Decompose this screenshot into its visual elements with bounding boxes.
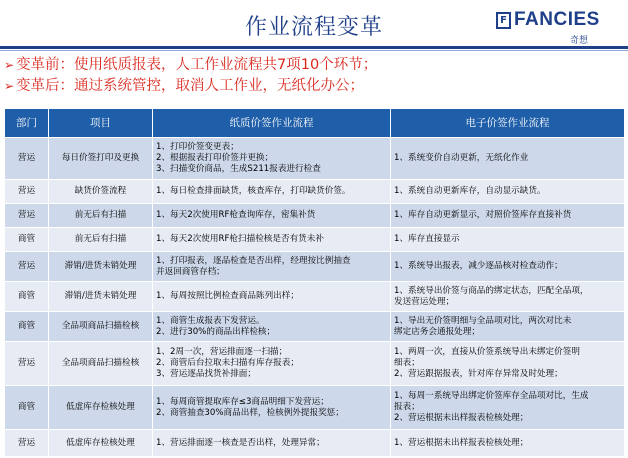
intro-before xyxy=(4,53,377,74)
process-line: 2、商管后台拉取未扫描有库存报表； xyxy=(156,358,299,368)
process-line: 发送营运处理； xyxy=(394,296,455,307)
table-row xyxy=(5,180,625,204)
process-line: 2、营运根据未出样报表检核处理； xyxy=(394,413,529,423)
item-cell: 滞销/进货未销处理 xyxy=(49,252,153,282)
paper-process-cell xyxy=(153,312,391,342)
electronic-process-cell xyxy=(391,312,625,342)
item-cell: 低虚库存检核处理 xyxy=(49,430,153,457)
process-line: 1、每周按照比例检查商品陈列出样； xyxy=(156,291,299,301)
process-line: 1、营运根据未出样报表检核处理； xyxy=(394,437,529,448)
dept-cell: 商管 xyxy=(5,282,49,312)
arrow-bullet-icon: ➢ xyxy=(4,79,15,93)
table-row xyxy=(5,204,625,228)
header-electronic-process: 电子价签作业流程 xyxy=(391,109,625,138)
process-line: 2、进行30%的商品出样检核； xyxy=(156,326,276,337)
workflow-table xyxy=(4,108,625,457)
dept-cell: 营运 xyxy=(5,180,49,204)
item-cell: 滞销/进货未销处理 xyxy=(49,282,153,312)
paper-process-cell xyxy=(153,228,391,252)
process-line: 1、每周商管提取库存≤3商品明细下发营运； xyxy=(156,396,329,407)
process-line: 1、系统导出价签与商品的绑定状态，匹配全品项， xyxy=(394,285,589,296)
process-line: 细表； xyxy=(394,358,420,368)
paper-process-cell xyxy=(153,282,391,312)
table-row xyxy=(5,312,625,342)
item-cell: 前无后有扫描 xyxy=(49,204,153,228)
logo-badge-icon: F xyxy=(496,12,511,29)
electronic-process-cell xyxy=(391,138,625,180)
item-cell: 全品项商品扫描检核 xyxy=(49,312,153,342)
process-line: 并返回商管存档； xyxy=(156,266,225,277)
process-line: 3、扫描变价商品，生成S211报表进行检查 xyxy=(156,164,321,174)
process-line: 绑定店务会通报处理； xyxy=(394,326,480,337)
process-line: 1、导出无价签明细与全品项对比，两次对比未 xyxy=(394,315,572,326)
process-line: 1、营运排面逐一核查是否出样，处理异常； xyxy=(156,437,325,448)
table-row xyxy=(5,342,625,386)
electronic-process-cell xyxy=(391,430,625,457)
dept-cell: 商管 xyxy=(5,312,49,342)
dept-cell: 营运 xyxy=(5,204,49,228)
header-item: 项目 xyxy=(49,109,153,138)
arrow-bullet-icon: ➢ xyxy=(4,58,15,72)
dept-cell: 营运 xyxy=(5,430,49,457)
process-line: 1、系统变价自动更新，无纸化作业 xyxy=(394,153,529,163)
electronic-process-cell xyxy=(391,204,625,228)
paper-process-cell xyxy=(153,204,391,228)
process-line: 1、库存自动更新显示，对照价签库存直接补货 xyxy=(394,210,572,220)
item-cell: 全品项商品扫描检核 xyxy=(49,342,153,386)
table-row xyxy=(5,138,625,180)
process-line: 1、2周一次，营运排面逐一扫描； xyxy=(156,347,288,357)
logo-text: FANCIES xyxy=(514,9,600,30)
item-cell: 低虚库存检核处理 xyxy=(49,386,153,430)
dept-cell: 营运 xyxy=(5,342,49,386)
process-line: 1、每天2次使用RF枪查询库存，密集补货 xyxy=(156,210,316,220)
paper-process-cell xyxy=(153,430,391,457)
electronic-process-cell xyxy=(391,180,625,204)
paper-process-cell xyxy=(153,342,391,386)
process-line: 1、每周一系统导出绑定价签库存全品项对比，生成 xyxy=(394,391,589,401)
process-line: 1、库存直接显示 xyxy=(394,234,460,244)
paper-process-cell xyxy=(153,180,391,204)
item-cell: 缺货价签流程 xyxy=(49,180,153,204)
process-line: 1、每天2次使用RF枪扫描检核是否有货未补 xyxy=(156,234,324,244)
dept-cell: 商管 xyxy=(5,228,49,252)
company-logo xyxy=(496,9,614,47)
table-header-row xyxy=(5,109,625,138)
paper-process-cell xyxy=(153,386,391,430)
logo-subtext: 奇想 xyxy=(570,36,589,46)
page-title: 作业流程变革 xyxy=(244,15,383,40)
table-row xyxy=(5,228,625,252)
dept-cell: 商管 xyxy=(5,386,49,430)
process-line: 1、打印价签变更表； xyxy=(156,142,239,152)
process-line: 1、每日检查排面缺货，核查库存，打印缺货价签。 xyxy=(156,186,351,196)
header-dept: 部门 xyxy=(5,109,49,138)
item-cell: 前无后有扫描 xyxy=(49,228,153,252)
table-row xyxy=(5,282,625,312)
header-divider-thin xyxy=(0,50,628,51)
electronic-process-cell xyxy=(391,342,625,386)
intro-after-text: 变革后：通过系统管控，取消人工作业，无纸化办公； xyxy=(16,78,365,94)
process-line: 1、系统自动更新库存，自动显示缺货。 xyxy=(394,186,546,196)
electronic-process-cell xyxy=(391,228,625,252)
process-line: 1、系统导出报表，减少逐品核对检查动作； xyxy=(394,261,563,271)
electronic-process-cell xyxy=(391,282,625,312)
paper-process-cell xyxy=(153,138,391,180)
process-line: 1、商管生成报表下发营运。 xyxy=(156,315,265,326)
process-line: 2、营运跟据报表，针对库存异常及时处理； xyxy=(394,369,563,379)
table-row xyxy=(5,430,625,457)
intro-after xyxy=(4,74,364,95)
process-line: 1、打印报表，逐品检查是否出样，经理按比例抽查 xyxy=(156,255,351,266)
item-cell: 每日价签打印及更换 xyxy=(49,138,153,180)
process-line: 3、营运逐品找货补排面； xyxy=(156,369,256,379)
process-line: 2、根据报表打印价签并更换； xyxy=(156,153,274,163)
process-line: 报表； xyxy=(394,402,420,412)
dept-cell: 营运 xyxy=(5,138,49,180)
process-line: 2、商管抽查30%商品出样，检核例外提报奖惩； xyxy=(156,407,344,418)
dept-cell: 营运 xyxy=(5,252,49,282)
header-paper-process: 纸质价签作业流程 xyxy=(153,109,391,138)
header-divider xyxy=(0,46,628,49)
intro-before-text: 变革前：使用纸质报表，人工作业流程共7项10个环节； xyxy=(16,57,378,73)
process-line: 1、两周一次，直接从价签系统导出未绑定价签明 xyxy=(394,347,580,357)
table-row xyxy=(5,252,625,282)
table-row xyxy=(5,386,625,430)
electronic-process-cell xyxy=(391,386,625,430)
electronic-process-cell xyxy=(391,252,625,282)
paper-process-cell xyxy=(153,252,391,282)
